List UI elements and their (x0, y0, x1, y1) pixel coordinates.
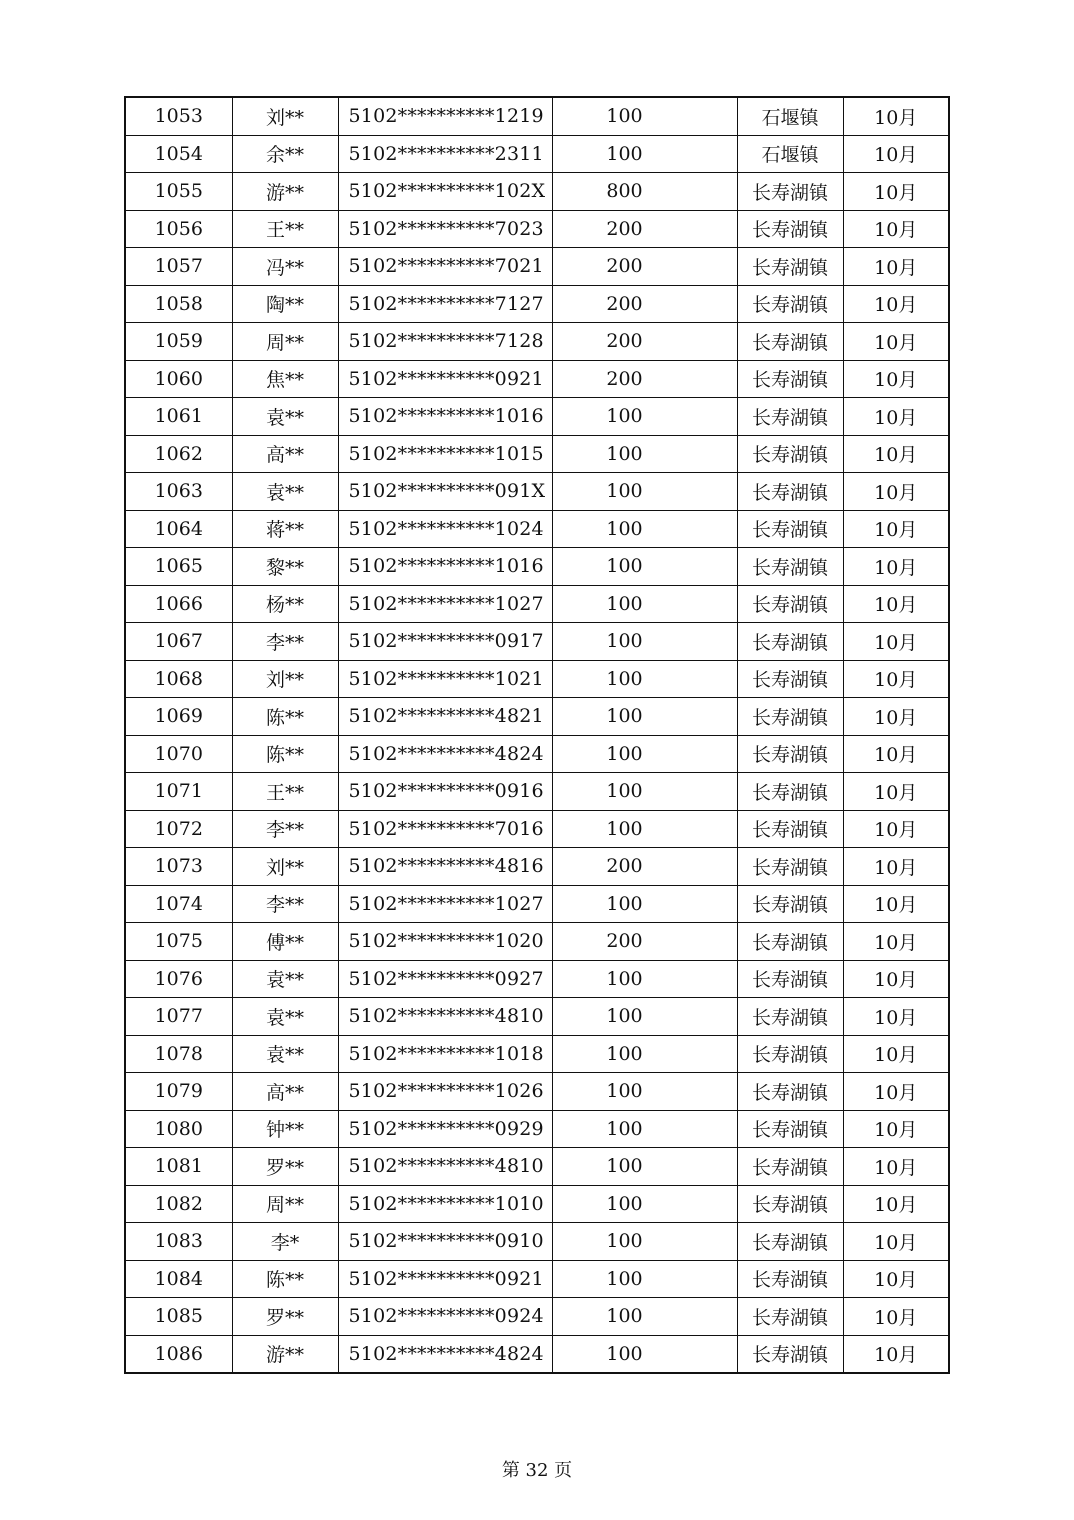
month-cell: 10月 (843, 810, 949, 848)
row-number-cell: 1070 (125, 735, 232, 773)
row-number-cell: 1084 (125, 1260, 232, 1298)
row-number-cell: 1078 (125, 1035, 232, 1073)
id-number-cell: 5102**********4810 (338, 1148, 552, 1186)
town-cell: 长寿湖镇 (737, 810, 843, 848)
id-number-cell: 5102**********4821 (338, 698, 552, 736)
table-row (125, 135, 949, 173)
town-cell: 长寿湖镇 (737, 548, 843, 586)
row-number-cell: 1069 (125, 698, 232, 736)
id-number-cell: 5102**********0921 (338, 360, 552, 398)
row-number-cell: 1066 (125, 585, 232, 623)
town-cell: 长寿湖镇 (737, 623, 843, 661)
town-cell: 长寿湖镇 (737, 510, 843, 548)
amount-cell: 100 (552, 1035, 737, 1073)
id-number-cell: 5102**********7016 (338, 810, 552, 848)
month-cell: 10月 (843, 660, 949, 698)
town-cell: 长寿湖镇 (737, 173, 843, 211)
name-cell: 刘** (232, 848, 338, 886)
id-number-cell: 5102**********0910 (338, 1223, 552, 1261)
id-number-cell: 5102**********091X (338, 473, 552, 511)
amount-cell: 100 (552, 1185, 737, 1223)
table-row (125, 810, 949, 848)
name-cell: 余** (232, 135, 338, 173)
month-cell: 10月 (843, 1073, 949, 1111)
town-cell: 石堰镇 (737, 135, 843, 173)
amount-cell: 100 (552, 435, 737, 473)
amount-cell: 200 (552, 360, 737, 398)
id-number-cell: 5102**********0917 (338, 623, 552, 661)
town-cell: 长寿湖镇 (737, 735, 843, 773)
row-number-cell: 1055 (125, 173, 232, 211)
table-row (125, 735, 949, 773)
row-number-cell: 1079 (125, 1073, 232, 1111)
month-cell: 10月 (843, 173, 949, 211)
amount-cell: 100 (552, 473, 737, 511)
name-cell: 王** (232, 773, 338, 811)
name-cell: 陶** (232, 285, 338, 323)
table-row (125, 97, 949, 135)
town-cell: 长寿湖镇 (737, 885, 843, 923)
name-cell: 袁** (232, 473, 338, 511)
id-number-cell: 5102**********1027 (338, 885, 552, 923)
name-cell: 李** (232, 885, 338, 923)
id-number-cell: 5102**********4816 (338, 848, 552, 886)
table-row (125, 1298, 949, 1336)
month-cell: 10月 (843, 885, 949, 923)
name-cell: 袁** (232, 398, 338, 436)
table-row (125, 210, 949, 248)
amount-cell: 100 (552, 998, 737, 1036)
town-cell: 长寿湖镇 (737, 960, 843, 998)
row-number-cell: 1059 (125, 323, 232, 361)
month-cell: 10月 (843, 848, 949, 886)
month-cell: 10月 (843, 1335, 949, 1373)
town-cell: 长寿湖镇 (737, 1148, 843, 1186)
table-row (125, 173, 949, 211)
id-number-cell: 5102**********1016 (338, 398, 552, 436)
month-cell: 10月 (843, 435, 949, 473)
row-number-cell: 1081 (125, 1148, 232, 1186)
town-cell: 长寿湖镇 (737, 435, 843, 473)
table-row (125, 1148, 949, 1186)
id-number-cell: 5102**********0916 (338, 773, 552, 811)
name-cell: 游** (232, 1335, 338, 1373)
month-cell: 10月 (843, 1223, 949, 1261)
table-row (125, 1223, 949, 1261)
amount-cell: 200 (552, 323, 737, 361)
month-cell: 10月 (843, 1298, 949, 1336)
row-number-cell: 1060 (125, 360, 232, 398)
row-number-cell: 1065 (125, 548, 232, 586)
table-row (125, 323, 949, 361)
row-number-cell: 1062 (125, 435, 232, 473)
amount-cell: 100 (552, 1335, 737, 1373)
row-number-cell: 1085 (125, 1298, 232, 1336)
month-cell: 10月 (843, 398, 949, 436)
amount-cell: 100 (552, 1148, 737, 1186)
page-number: 第 32 页 (501, 1460, 573, 1481)
row-number-cell: 1083 (125, 1223, 232, 1261)
id-number-cell: 5102**********0921 (338, 1260, 552, 1298)
id-number-cell: 5102**********1027 (338, 585, 552, 623)
name-cell: 焦** (232, 360, 338, 398)
row-number-cell: 1086 (125, 1335, 232, 1373)
id-number-cell: 5102**********1020 (338, 923, 552, 961)
month-cell: 10月 (843, 998, 949, 1036)
amount-cell: 200 (552, 248, 737, 286)
month-cell: 10月 (843, 248, 949, 286)
id-number-cell: 5102**********4810 (338, 998, 552, 1036)
town-cell: 长寿湖镇 (737, 1110, 843, 1148)
amount-cell: 100 (552, 1110, 737, 1148)
amount-cell: 100 (552, 97, 737, 135)
row-number-cell: 1082 (125, 1185, 232, 1223)
month-cell: 10月 (843, 1148, 949, 1186)
table-row (125, 1035, 949, 1073)
row-number-cell: 1058 (125, 285, 232, 323)
amount-cell: 100 (552, 1298, 737, 1336)
month-cell: 10月 (843, 97, 949, 135)
town-cell: 长寿湖镇 (737, 848, 843, 886)
table-row (125, 623, 949, 661)
month-cell: 10月 (843, 623, 949, 661)
amount-cell: 200 (552, 848, 737, 886)
name-cell: 袁** (232, 960, 338, 998)
name-cell: 钟** (232, 1110, 338, 1148)
table-row (125, 773, 949, 811)
month-cell: 10月 (843, 510, 949, 548)
id-number-cell: 5102**********1026 (338, 1073, 552, 1111)
town-cell: 长寿湖镇 (737, 1073, 843, 1111)
name-cell: 袁** (232, 1035, 338, 1073)
table-row (125, 1260, 949, 1298)
id-number-cell: 5102**********7021 (338, 248, 552, 286)
name-cell: 杨** (232, 585, 338, 623)
name-cell: 高** (232, 1073, 338, 1111)
amount-cell: 100 (552, 960, 737, 998)
town-cell: 长寿湖镇 (737, 1185, 843, 1223)
town-cell: 长寿湖镇 (737, 698, 843, 736)
name-cell: 李** (232, 810, 338, 848)
table-row (125, 848, 949, 886)
town-cell: 长寿湖镇 (737, 1335, 843, 1373)
month-cell: 10月 (843, 735, 949, 773)
table-row (125, 435, 949, 473)
id-number-cell: 5102**********2311 (338, 135, 552, 173)
row-number-cell: 1074 (125, 885, 232, 923)
name-cell: 李* (232, 1223, 338, 1261)
amount-cell: 100 (552, 398, 737, 436)
id-number-cell: 5102**********0929 (338, 1110, 552, 1148)
row-number-cell: 1067 (125, 623, 232, 661)
name-cell: 蒋** (232, 510, 338, 548)
row-number-cell: 1072 (125, 810, 232, 848)
amount-cell: 100 (552, 810, 737, 848)
row-number-cell: 1056 (125, 210, 232, 248)
row-number-cell: 1061 (125, 398, 232, 436)
name-cell: 傅** (232, 923, 338, 961)
id-number-cell: 5102**********1015 (338, 435, 552, 473)
table-row (125, 923, 949, 961)
amount-cell: 100 (552, 1223, 737, 1261)
amount-cell: 100 (552, 623, 737, 661)
table-row (125, 248, 949, 286)
month-cell: 10月 (843, 585, 949, 623)
month-cell: 10月 (843, 473, 949, 511)
month-cell: 10月 (843, 285, 949, 323)
month-cell: 10月 (843, 773, 949, 811)
name-cell: 游** (232, 173, 338, 211)
town-cell: 长寿湖镇 (737, 1035, 843, 1073)
name-cell: 罗** (232, 1148, 338, 1186)
row-number-cell: 1054 (125, 135, 232, 173)
name-cell: 刘** (232, 97, 338, 135)
amount-cell: 100 (552, 885, 737, 923)
town-cell: 长寿湖镇 (737, 473, 843, 511)
town-cell: 长寿湖镇 (737, 285, 843, 323)
amount-cell: 800 (552, 173, 737, 211)
amount-cell: 100 (552, 698, 737, 736)
amount-cell: 200 (552, 285, 737, 323)
id-number-cell: 5102**********7127 (338, 285, 552, 323)
month-cell: 10月 (843, 548, 949, 586)
name-cell: 黎** (232, 548, 338, 586)
row-number-cell: 1057 (125, 248, 232, 286)
row-number-cell: 1053 (125, 97, 232, 135)
id-number-cell: 5102**********1021 (338, 660, 552, 698)
name-cell: 罗** (232, 1298, 338, 1336)
town-cell: 长寿湖镇 (737, 1223, 843, 1261)
row-number-cell: 1073 (125, 848, 232, 886)
table-row (125, 1335, 949, 1373)
table-row (125, 360, 949, 398)
id-number-cell: 5102**********0924 (338, 1298, 552, 1336)
amount-cell: 100 (552, 735, 737, 773)
table-row (125, 1073, 949, 1111)
id-number-cell: 5102**********1219 (338, 97, 552, 135)
name-cell: 陈** (232, 1260, 338, 1298)
name-cell: 李** (232, 623, 338, 661)
name-cell: 高** (232, 435, 338, 473)
town-cell: 长寿湖镇 (737, 248, 843, 286)
amount-cell: 100 (552, 585, 737, 623)
month-cell: 10月 (843, 923, 949, 961)
month-cell: 10月 (843, 1110, 949, 1148)
town-cell: 长寿湖镇 (737, 398, 843, 436)
id-number-cell: 5102**********0927 (338, 960, 552, 998)
table-row (125, 585, 949, 623)
table-row (125, 510, 949, 548)
row-number-cell: 1064 (125, 510, 232, 548)
id-number-cell: 5102**********1016 (338, 548, 552, 586)
table-row (125, 285, 949, 323)
name-cell: 冯** (232, 248, 338, 286)
month-cell: 10月 (843, 360, 949, 398)
name-cell: 陈** (232, 698, 338, 736)
table-row (125, 473, 949, 511)
row-number-cell: 1068 (125, 660, 232, 698)
town-cell: 长寿湖镇 (737, 1260, 843, 1298)
amount-cell: 100 (552, 510, 737, 548)
row-number-cell: 1077 (125, 998, 232, 1036)
row-number-cell: 1075 (125, 923, 232, 961)
town-cell: 长寿湖镇 (737, 923, 843, 961)
amount-cell: 100 (552, 1073, 737, 1111)
amount-cell: 100 (552, 135, 737, 173)
table-row (125, 398, 949, 436)
town-cell: 长寿湖镇 (737, 998, 843, 1036)
row-number-cell: 1080 (125, 1110, 232, 1148)
month-cell: 10月 (843, 1260, 949, 1298)
table-row (125, 998, 949, 1036)
town-cell: 长寿湖镇 (737, 360, 843, 398)
id-number-cell: 5102**********7023 (338, 210, 552, 248)
name-cell: 陈** (232, 735, 338, 773)
table-row (125, 885, 949, 923)
id-number-cell: 5102**********1018 (338, 1035, 552, 1073)
amount-cell: 100 (552, 1260, 737, 1298)
town-cell: 长寿湖镇 (737, 323, 843, 361)
town-cell: 长寿湖镇 (737, 773, 843, 811)
row-number-cell: 1076 (125, 960, 232, 998)
id-number-cell: 5102**********1024 (338, 510, 552, 548)
id-number-cell: 5102**********102X (338, 173, 552, 211)
town-cell: 长寿湖镇 (737, 660, 843, 698)
records-table-body (125, 97, 949, 1373)
id-number-cell: 5102**********4824 (338, 1335, 552, 1373)
records-table (124, 96, 950, 1374)
month-cell: 10月 (843, 323, 949, 361)
table-row (125, 960, 949, 998)
table-row (125, 1110, 949, 1148)
amount-cell: 200 (552, 210, 737, 248)
amount-cell: 200 (552, 923, 737, 961)
row-number-cell: 1063 (125, 473, 232, 511)
name-cell: 周** (232, 323, 338, 361)
name-cell: 刘** (232, 660, 338, 698)
town-cell: 长寿湖镇 (737, 585, 843, 623)
month-cell: 10月 (843, 1185, 949, 1223)
month-cell: 10月 (843, 210, 949, 248)
id-number-cell: 5102**********1010 (338, 1185, 552, 1223)
table-row (125, 548, 949, 586)
town-cell: 长寿湖镇 (737, 210, 843, 248)
amount-cell: 100 (552, 660, 737, 698)
table-row (125, 660, 949, 698)
month-cell: 10月 (843, 1035, 949, 1073)
row-number-cell: 1071 (125, 773, 232, 811)
name-cell: 周** (232, 1185, 338, 1223)
table-row (125, 698, 949, 736)
month-cell: 10月 (843, 960, 949, 998)
month-cell: 10月 (843, 698, 949, 736)
town-cell: 长寿湖镇 (737, 1298, 843, 1336)
name-cell: 王** (232, 210, 338, 248)
table-row (125, 1185, 949, 1223)
amount-cell: 100 (552, 773, 737, 811)
id-number-cell: 5102**********7128 (338, 323, 552, 361)
town-cell: 石堰镇 (737, 97, 843, 135)
month-cell: 10月 (843, 135, 949, 173)
id-number-cell: 5102**********4824 (338, 735, 552, 773)
name-cell: 袁** (232, 998, 338, 1036)
amount-cell: 100 (552, 548, 737, 586)
